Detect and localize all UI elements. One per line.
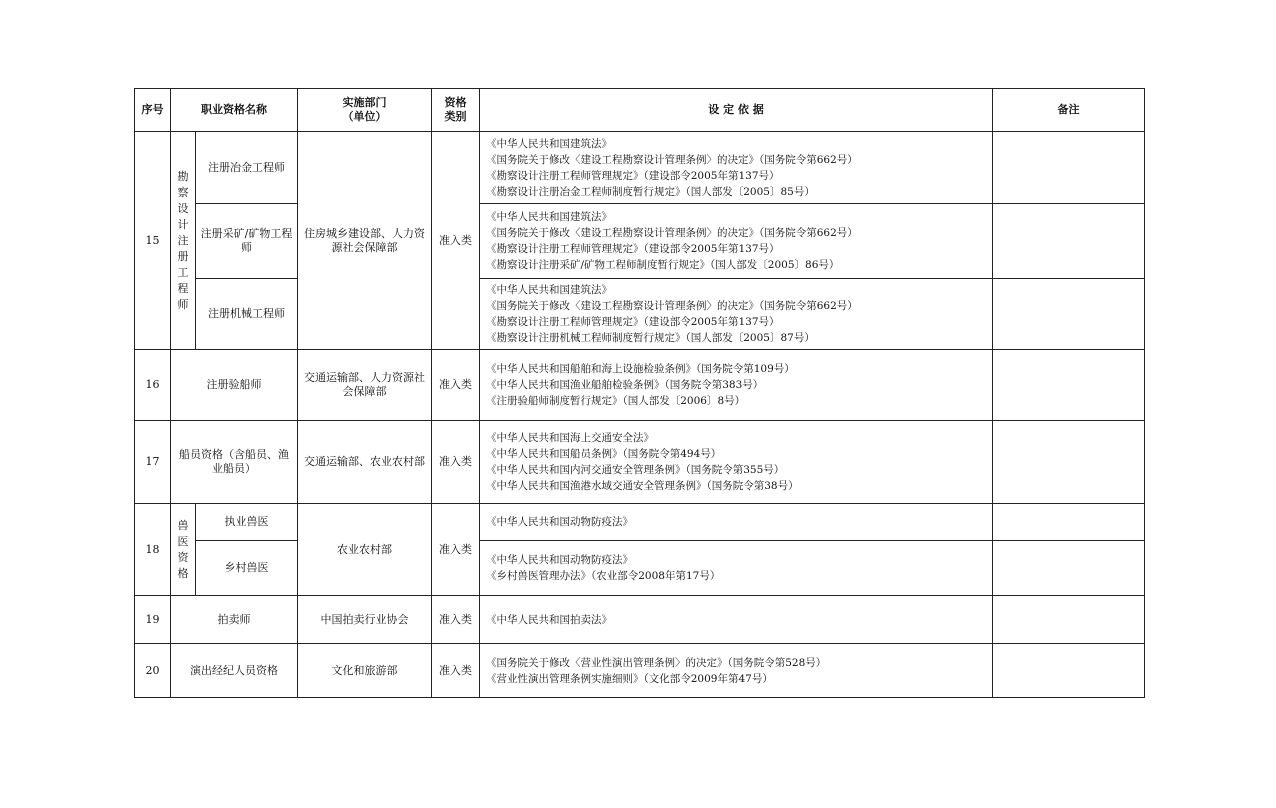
- header-seq: 序号: [135, 89, 171, 132]
- basis-line: 《中华人民共和国船员条例》（国务院令第494号）: [486, 448, 722, 460]
- table-row: [135, 596, 1145, 644]
- basis-line: 《乡村兽医管理办法》（农业部令2008年第17号）: [486, 570, 721, 582]
- remark-cell: [993, 421, 1145, 504]
- table-row: [135, 350, 1145, 421]
- basis-line: 《中华人民共和国海上交通安全法》: [486, 432, 654, 444]
- basis-line: 《营业性演出管理条例实施细则》（文化部令2009年第47号）: [486, 672, 773, 685]
- table-row: [135, 644, 1145, 698]
- group-cell: [171, 132, 196, 350]
- basis-cell: [480, 504, 993, 541]
- basis-line: 《中华人民共和国渔港水域交通安全管理条例》（国务院令第38号）: [486, 480, 799, 492]
- basis-cell: [480, 596, 993, 644]
- seq-cell: 20: [135, 644, 171, 698]
- dept-cell: 农业农村部: [298, 504, 432, 596]
- basis-line: 《勘察设计注册工程师管理规定》（建设部令2005年第137号）: [486, 243, 780, 255]
- remark-cell: [993, 132, 1145, 204]
- basis-line: 《国务院关于修改〈建设工程勘察设计管理条例〉的决定》（国务院令第662号）: [486, 227, 858, 239]
- remark-cell: [993, 350, 1145, 421]
- basis-line: 《勘察设计注册工程师管理规定》（建设部令2005年第137号）: [486, 169, 780, 182]
- remark-cell: [993, 279, 1145, 350]
- basis-line: 《勘察设计注册采矿/矿物工程师制度暂行规定》（国人部发〔2005〕86号）: [486, 259, 840, 271]
- dept-cell: 交通运输部、农业农村部: [298, 421, 432, 504]
- table-row: [135, 541, 1145, 596]
- type-cell: 准入类: [432, 504, 480, 596]
- table-row: [135, 421, 1145, 504]
- basis-line: 《中华人民共和国建筑法》: [486, 137, 612, 150]
- table-row: [135, 279, 1145, 350]
- basis-line: 《中华人民共和国建筑法》: [486, 284, 612, 296]
- basis-cell: [480, 279, 993, 350]
- basis-cell: [480, 204, 993, 279]
- name-cell: 注册验船师: [171, 350, 298, 421]
- seq-cell: 18: [135, 504, 171, 596]
- remark-cell: [993, 644, 1145, 698]
- name-cell: 拍卖师: [171, 596, 298, 644]
- header-dept: 实施部门 （单位）: [298, 89, 432, 132]
- remark-cell: [993, 504, 1145, 541]
- group-label: 兽医资格: [177, 518, 189, 580]
- name-cell: 演出经纪人员资格: [171, 644, 298, 698]
- dept-cell: 中国拍卖行业协会: [298, 596, 432, 644]
- type-cell: 准入类: [432, 596, 480, 644]
- basis-cell: [480, 350, 993, 421]
- remark-cell: [993, 541, 1145, 596]
- seq-cell: 16: [135, 350, 171, 421]
- name-cell: 船员资格（含船员、渔业船员）: [171, 421, 298, 504]
- seq-cell: 17: [135, 421, 171, 504]
- seq-cell: 19: [135, 596, 171, 644]
- basis-cell: [480, 132, 993, 204]
- basis-line: 《勘察设计注册工程师管理规定》（建设部令2005年第137号）: [486, 316, 780, 328]
- dept-cell: 交通运输部、人力资源社会保障部: [298, 350, 432, 421]
- basis-line: 《中华人民共和国动物防疫法》: [486, 554, 633, 566]
- basis-line: 《中华人民共和国内河交通安全管理条例》（国务院令第355号）: [486, 464, 785, 476]
- header-type: 资格 类别: [432, 89, 480, 132]
- basis-line: 《中华人民共和国建筑法》: [486, 211, 612, 223]
- dept-cell: 文化和旅游部: [298, 644, 432, 698]
- basis-cell: [480, 541, 993, 596]
- table-row: [135, 504, 1145, 541]
- basis-line: 《国务院关于修改〈建设工程勘察设计管理条例〉的决定》（国务院令第662号）: [486, 153, 858, 166]
- name-cell: 注册机械工程师: [196, 279, 298, 350]
- basis-line: 《中华人民共和国船舶和海上设施检验条例》（国务院令第109号）: [486, 363, 795, 375]
- remark-cell: [993, 204, 1145, 279]
- type-cell: 准入类: [432, 421, 480, 504]
- table-row: [135, 204, 1145, 279]
- seq-cell: 15: [135, 132, 171, 350]
- group-cell: [171, 504, 196, 596]
- basis-cell: [480, 421, 993, 504]
- group-label: 勘察设计注册工程师: [177, 169, 189, 311]
- qualification-table: [134, 88, 1145, 698]
- basis-line: 《中华人民共和国渔业船舶检验条例》（国务院令第383号）: [486, 379, 764, 391]
- name-cell: 乡村兽医: [196, 541, 298, 596]
- basis-line: 《勘察设计注册机械工程师制度暂行规定》（国人部发〔2005〕87号）: [486, 332, 815, 344]
- basis-line: 《注册验船师制度暂行规定》（国人部发〔2006〕8号）: [486, 395, 746, 407]
- name-cell: 注册采矿/矿物工程师: [196, 204, 298, 279]
- remark-cell: [993, 596, 1145, 644]
- table-row: [135, 132, 1145, 204]
- dept-cell: 住房城乡建设部、人力资源社会保障部: [298, 132, 432, 350]
- basis-line: 《国务院关于修改〈建设工程勘察设计管理条例〉的决定》（国务院令第662号）: [486, 300, 858, 312]
- type-cell: 准入类: [432, 350, 480, 421]
- type-cell: 准入类: [432, 644, 480, 698]
- basis-cell: [480, 644, 993, 698]
- header-remark: 备注: [993, 89, 1145, 132]
- type-cell: 准入类: [432, 132, 480, 350]
- header-name: 职业资格名称: [171, 89, 298, 132]
- name-cell: 注册冶金工程师: [196, 132, 298, 204]
- basis-line: 《中华人民共和国拍卖法》: [486, 613, 612, 626]
- header-row: [135, 89, 1145, 132]
- header-basis: 设 定 依 据: [480, 89, 993, 132]
- basis-line: 《中华人民共和国动物防疫法》: [486, 516, 633, 528]
- basis-line: 《国务院关于修改〈营业性演出管理条例〉的决定》（国务院令第528号）: [486, 656, 827, 669]
- basis-line: 《勘察设计注册冶金工程师制度暂行规定》（国人部发〔2005〕85号）: [486, 185, 815, 198]
- name-cell: 执业兽医: [196, 504, 298, 541]
